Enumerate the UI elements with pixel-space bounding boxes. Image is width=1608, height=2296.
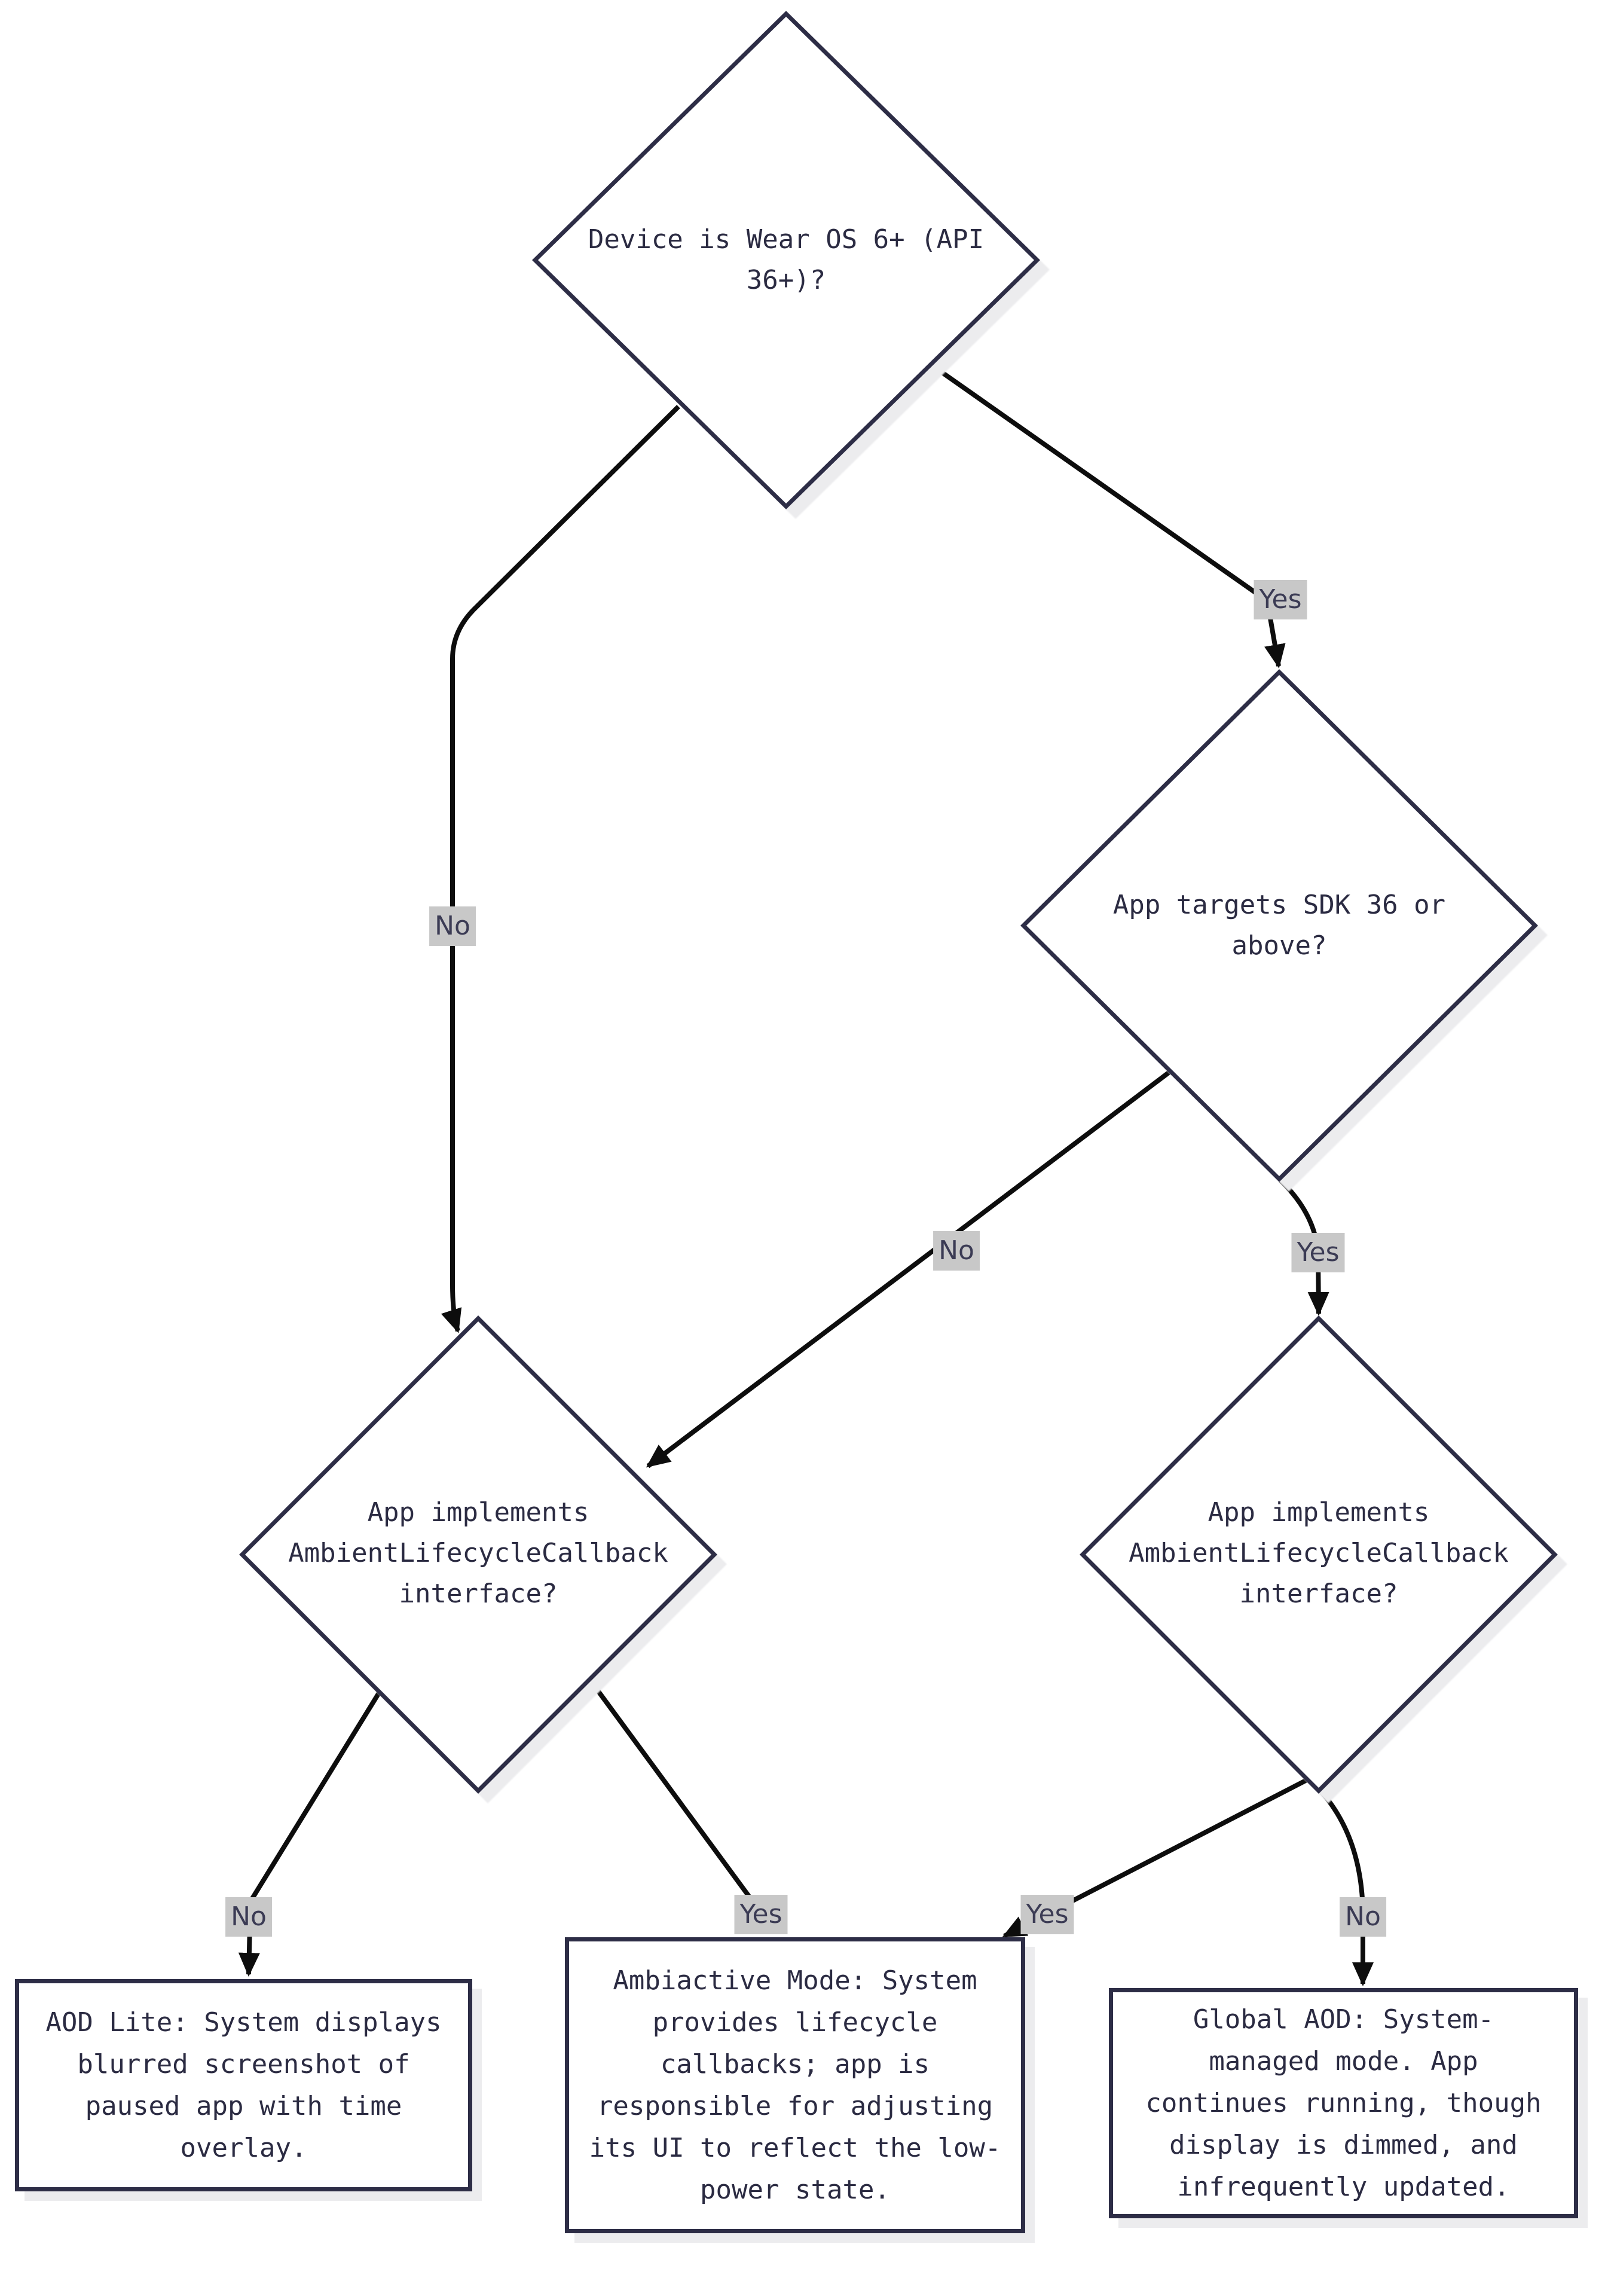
text-line: Ambiactive Mode: System <box>613 1965 977 1996</box>
edge-label-no-d2-d3: No <box>933 1231 980 1271</box>
edge-yes-d3-to-b2 <box>589 1678 769 1930</box>
decision-device-wear-os-6 <box>535 14 1037 506</box>
text-line: managed mode. App <box>1209 2045 1478 2077</box>
text-line: interface? <box>1239 1578 1398 1609</box>
text-line: blurred screenshot of <box>77 2048 410 2080</box>
text-line: responsible for adjusting <box>597 2090 993 2121</box>
text-line: paused app with time <box>85 2090 402 2121</box>
text-line: power state. <box>700 2174 890 2205</box>
edge-no-d2-to-d3 <box>648 1071 1171 1466</box>
text-line: Global AOD: System- <box>1193 2004 1494 2035</box>
text-line: App implements <box>1207 1497 1430 1528</box>
text-line: its UI to reflect the low- <box>589 2132 1001 2163</box>
text-line: App targets SDK 36 or <box>1112 890 1446 920</box>
edge-yes-d1-to-d2 <box>932 365 1279 666</box>
text-line: AmbientLifecycleCallback <box>288 1538 668 1568</box>
edge-label-yes-d1-d2: Yes <box>1254 580 1307 619</box>
decision-app-targets-sdk-36 <box>1023 672 1535 1179</box>
edge-no-d4-to-b3 <box>1320 1791 1363 1984</box>
text-line: overlay. <box>180 2132 307 2163</box>
text-line: continues running, though <box>1145 2087 1542 2118</box>
edge-label-no-d3-b1: No <box>225 1897 272 1937</box>
text-line: provides lifecycle <box>652 2007 938 2038</box>
edge-label-yes-d4-b2: Yes <box>1020 1895 1074 1934</box>
decision-implements-callback-right <box>1083 1318 1555 1791</box>
text-line: App implements <box>367 1497 589 1528</box>
edge-label-no-d4-b3: No <box>1340 1897 1386 1937</box>
edge-label-yes-d2-d4: Yes <box>1291 1233 1344 1272</box>
text-line: above? <box>1231 930 1327 961</box>
edge-no-d1-to-d3 <box>453 407 678 1331</box>
text-line: Device is Wear OS 6+ (API <box>588 224 985 255</box>
text-line: callbacks; app is <box>660 2048 930 2080</box>
edge-label-no-d1-d3: No <box>429 906 476 946</box>
text-line: AOD Lite: System displays <box>45 2007 442 2038</box>
text-line: 36+)? <box>746 265 826 295</box>
result-global-aod <box>1109 1988 1578 2218</box>
text-line: AmbientLifecycleCallback <box>1129 1538 1509 1568</box>
result-ambiactive-mode <box>565 1937 1025 2233</box>
result-aod-lite <box>15 1979 472 2191</box>
decision-implements-callback-left <box>242 1318 714 1791</box>
text-line: interface? <box>399 1578 558 1609</box>
text-line: infrequently updated. <box>1177 2171 1510 2202</box>
edge-label-yes-d3-b2: Yes <box>734 1895 787 1934</box>
text-line: display is dimmed, and <box>1169 2129 1518 2160</box>
